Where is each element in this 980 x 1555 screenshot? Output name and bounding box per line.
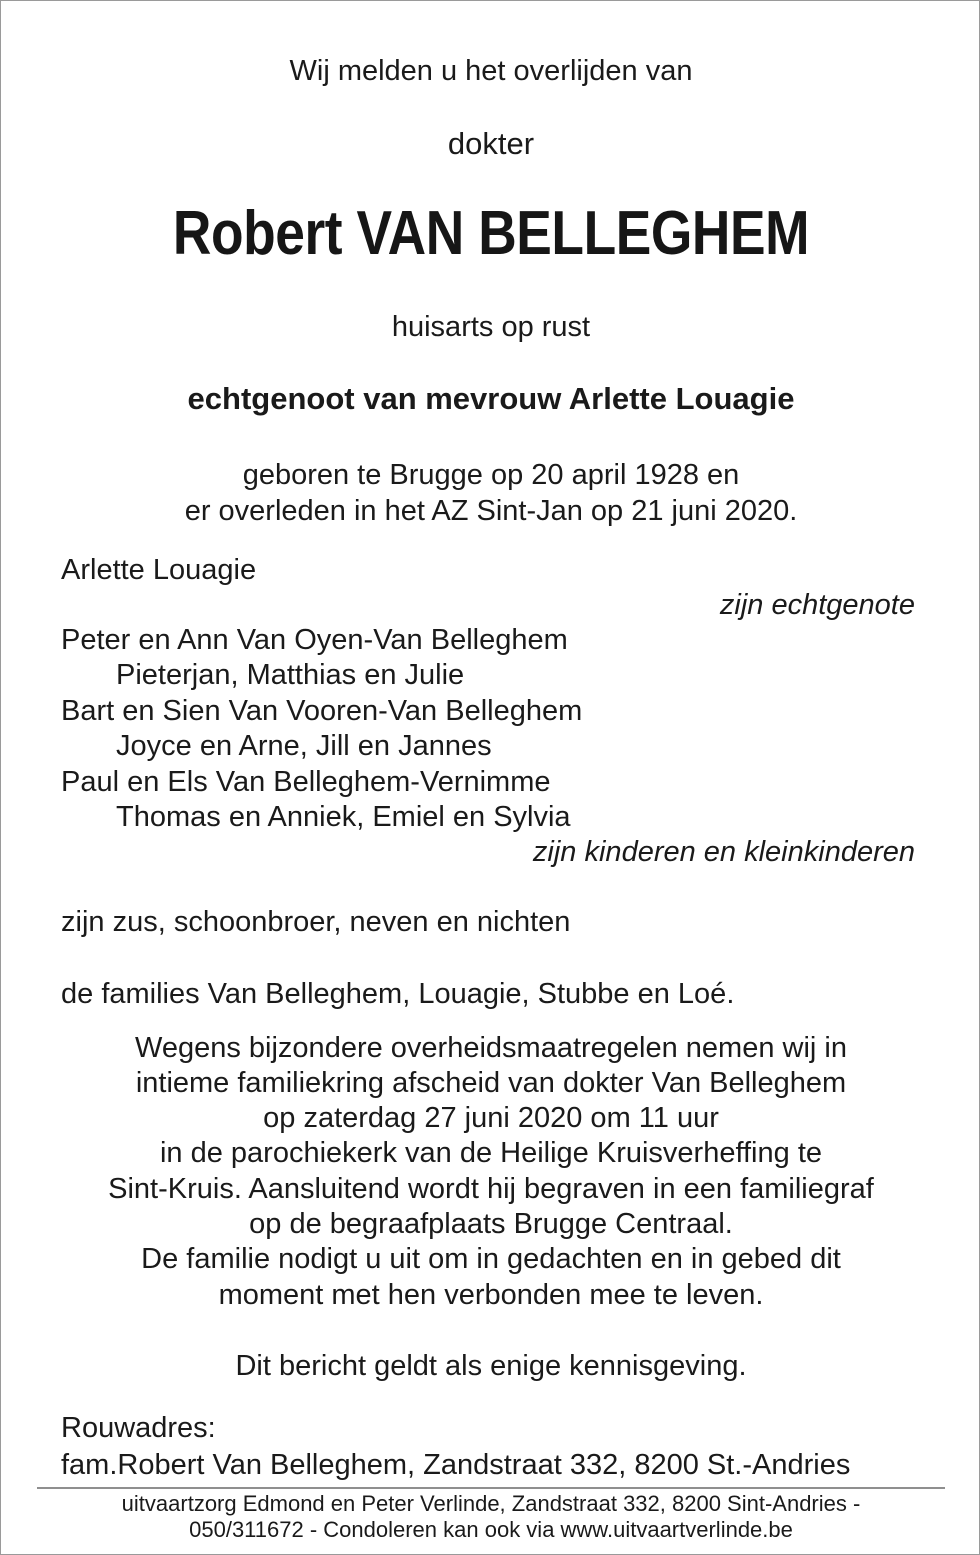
footer-divider — [37, 1487, 945, 1489]
children-role: zijn kinderen en kleinkinderen — [532, 836, 915, 868]
spouse-role: zijn echtgenote — [719, 589, 915, 621]
intro-text: Wij melden u het overlijden van — [289, 55, 693, 87]
notice-text: Dit bericht geldt als enige kennisgeving. — [235, 1350, 747, 1382]
ceremony-line: moment met hen verbonden mee te leven. — [218, 1279, 764, 1311]
grandchildren-2: Joyce en Arne, Jill en Jannes — [116, 730, 492, 762]
relatives-text: zijn zus, schoonbroer, neven en nichten — [61, 906, 571, 938]
deceased-name: Robert VAN BELLEGHEM — [172, 199, 810, 268]
profession-text: huisarts op rust — [391, 311, 591, 343]
ceremony-line: in de parochiekerk van de Heilige Kruisverheffing te — [159, 1137, 822, 1169]
address-label: Rouwadres: — [61, 1412, 216, 1444]
ceremony-line: op zaterdag 27 juni 2020 om 11 uur — [263, 1102, 719, 1134]
child-family-1: Peter en Ann Van Oyen-Van Belleghem — [61, 624, 568, 656]
birth-line: geboren te Brugge op 20 april 1928 en — [242, 459, 740, 491]
footer-line-2: 050/311672 - Condoleren kan ook via www.uitvaartverlinde.be — [189, 1517, 793, 1542]
child-family-3: Paul en Els Van Belleghem-Vernimme — [61, 766, 551, 798]
spouse-name: Arlette Louagie — [61, 554, 257, 586]
ceremony-line: intieme familiekring afscheid van dokter Van Belleghem — [135, 1067, 847, 1099]
footer-line-1: uitvaartzorg Edmond en Peter Verlinde, Zandstraat 332, 8200 Sint-Andries - — [121, 1491, 861, 1516]
death-line: er overleden in het AZ Sint-Jan op 21 juni 2020. — [184, 495, 798, 527]
grandchildren-3: Thomas en Anniek, Emiel en Sylvia — [116, 801, 571, 833]
spouse-line: echtgenoot van mevrouw Arlette Louagie — [187, 381, 795, 416]
title-text: dokter — [447, 126, 535, 161]
child-family-2: Bart en Sien Van Vooren-Van Belleghem — [61, 695, 583, 727]
ceremony-line: Sint-Kruis. Aansluitend wordt hij begraven in een familiegraf — [108, 1173, 874, 1205]
ceremony-line: Wegens bijzondere overheidsmaatregelen nemen wij in — [135, 1032, 847, 1064]
ceremony-line: De familie nodigt u uit om in gedachten en in gebed dit — [141, 1243, 841, 1275]
families-text: de families Van Belleghem, Louagie, Stubbe en Loé. — [61, 978, 735, 1010]
grandchildren-1: Pieterjan, Matthias en Julie — [116, 659, 465, 691]
address-value: fam.Robert Van Belleghem, Zandstraat 332, 8200 St.-Andries — [61, 1449, 851, 1481]
ceremony-line: op de begraafplaats Brugge Centraal. — [249, 1208, 733, 1240]
